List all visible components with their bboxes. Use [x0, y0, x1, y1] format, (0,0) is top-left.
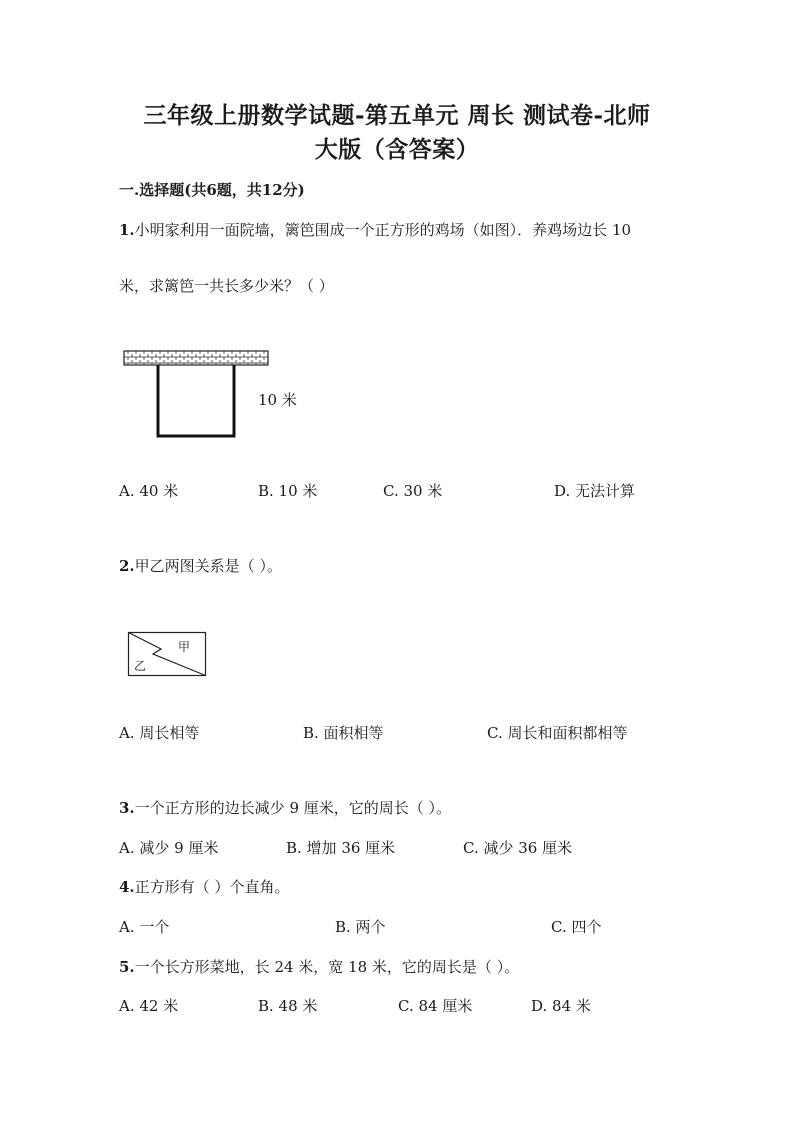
- figure-label-jia: 甲: [178, 640, 191, 654]
- question-1-figure-label: 10 米: [258, 391, 297, 409]
- question-3-text: 一个正方形的边长减少 9 厘米，它的周长（ ）。: [134, 799, 452, 817]
- question-5-option-c[interactable]: C. 84 厘米: [398, 997, 473, 1015]
- question-2-number: 2.: [119, 557, 135, 575]
- question-5-option-d[interactable]: D. 84 米: [531, 997, 591, 1015]
- question-1-line1: [119, 219, 631, 240]
- question-1-option-a[interactable]: A. 40 米: [119, 482, 179, 500]
- question-1-text-line2: 米，求篱笆一共长多少米？（ ）: [119, 277, 334, 295]
- question-3-line: [119, 797, 451, 818]
- question-5-number: 5.: [119, 958, 135, 976]
- question-3-number: 3.: [119, 799, 135, 817]
- wall-shape: [124, 351, 268, 365]
- question-3-option-b[interactable]: B. 增加 36 厘米: [286, 839, 396, 857]
- question-1-text-line1: 小明家利用一面院墙，篱笆围成一个正方形的鸡场（如图）．养鸡场边长 10: [134, 221, 632, 239]
- fence-shape: [158, 365, 234, 436]
- figure-label-yi: 乙: [134, 659, 147, 673]
- question-2-option-a[interactable]: A. 周长相等: [119, 724, 200, 742]
- question-4-option-c[interactable]: C. 四个: [551, 918, 602, 936]
- question-5-text: 一个长方形菜地，长 24 米，宽 18 米，它的周长是（ ）。: [134, 958, 520, 976]
- question-5-option-b[interactable]: B. 48 米: [258, 997, 318, 1015]
- question-3-option-c[interactable]: C. 减少 36 厘米: [463, 839, 573, 857]
- question-4-line: [119, 876, 289, 897]
- section-heading: 一.选择题(共6题，共12分): [119, 181, 305, 199]
- question-2-option-b[interactable]: B. 面积相等: [303, 724, 384, 742]
- question-4-number: 4.: [119, 878, 135, 896]
- question-2-option-c[interactable]: C. 周长和面积都相等: [487, 724, 628, 742]
- question-4-option-b[interactable]: B. 两个: [335, 918, 386, 936]
- question-4-option-a[interactable]: A. 一个: [119, 918, 170, 936]
- document-title-line1: 三年级上册数学试题-第五单元 周长 测试卷-北师: [143, 102, 651, 129]
- question-1-option-d[interactable]: D. 无法计算: [554, 482, 636, 500]
- question-1-figure: [122, 348, 272, 440]
- question-3-option-a[interactable]: A. 减少 9 厘米: [119, 839, 219, 857]
- question-2-line: [119, 555, 282, 576]
- question-5-option-a[interactable]: A. 42 米: [119, 997, 179, 1015]
- question-5-line: [119, 956, 519, 977]
- question-1-option-b[interactable]: B. 10 米: [258, 482, 318, 500]
- question-1-option-c[interactable]: C. 30 米: [383, 482, 443, 500]
- question-4-text: 正方形有（ ）个直角。: [134, 878, 290, 896]
- question-1-number: 1.: [119, 221, 135, 239]
- document-title-line2: 大版（含答案）: [314, 136, 480, 163]
- question-2-text: 甲乙两图关系是（ ）。: [134, 557, 282, 575]
